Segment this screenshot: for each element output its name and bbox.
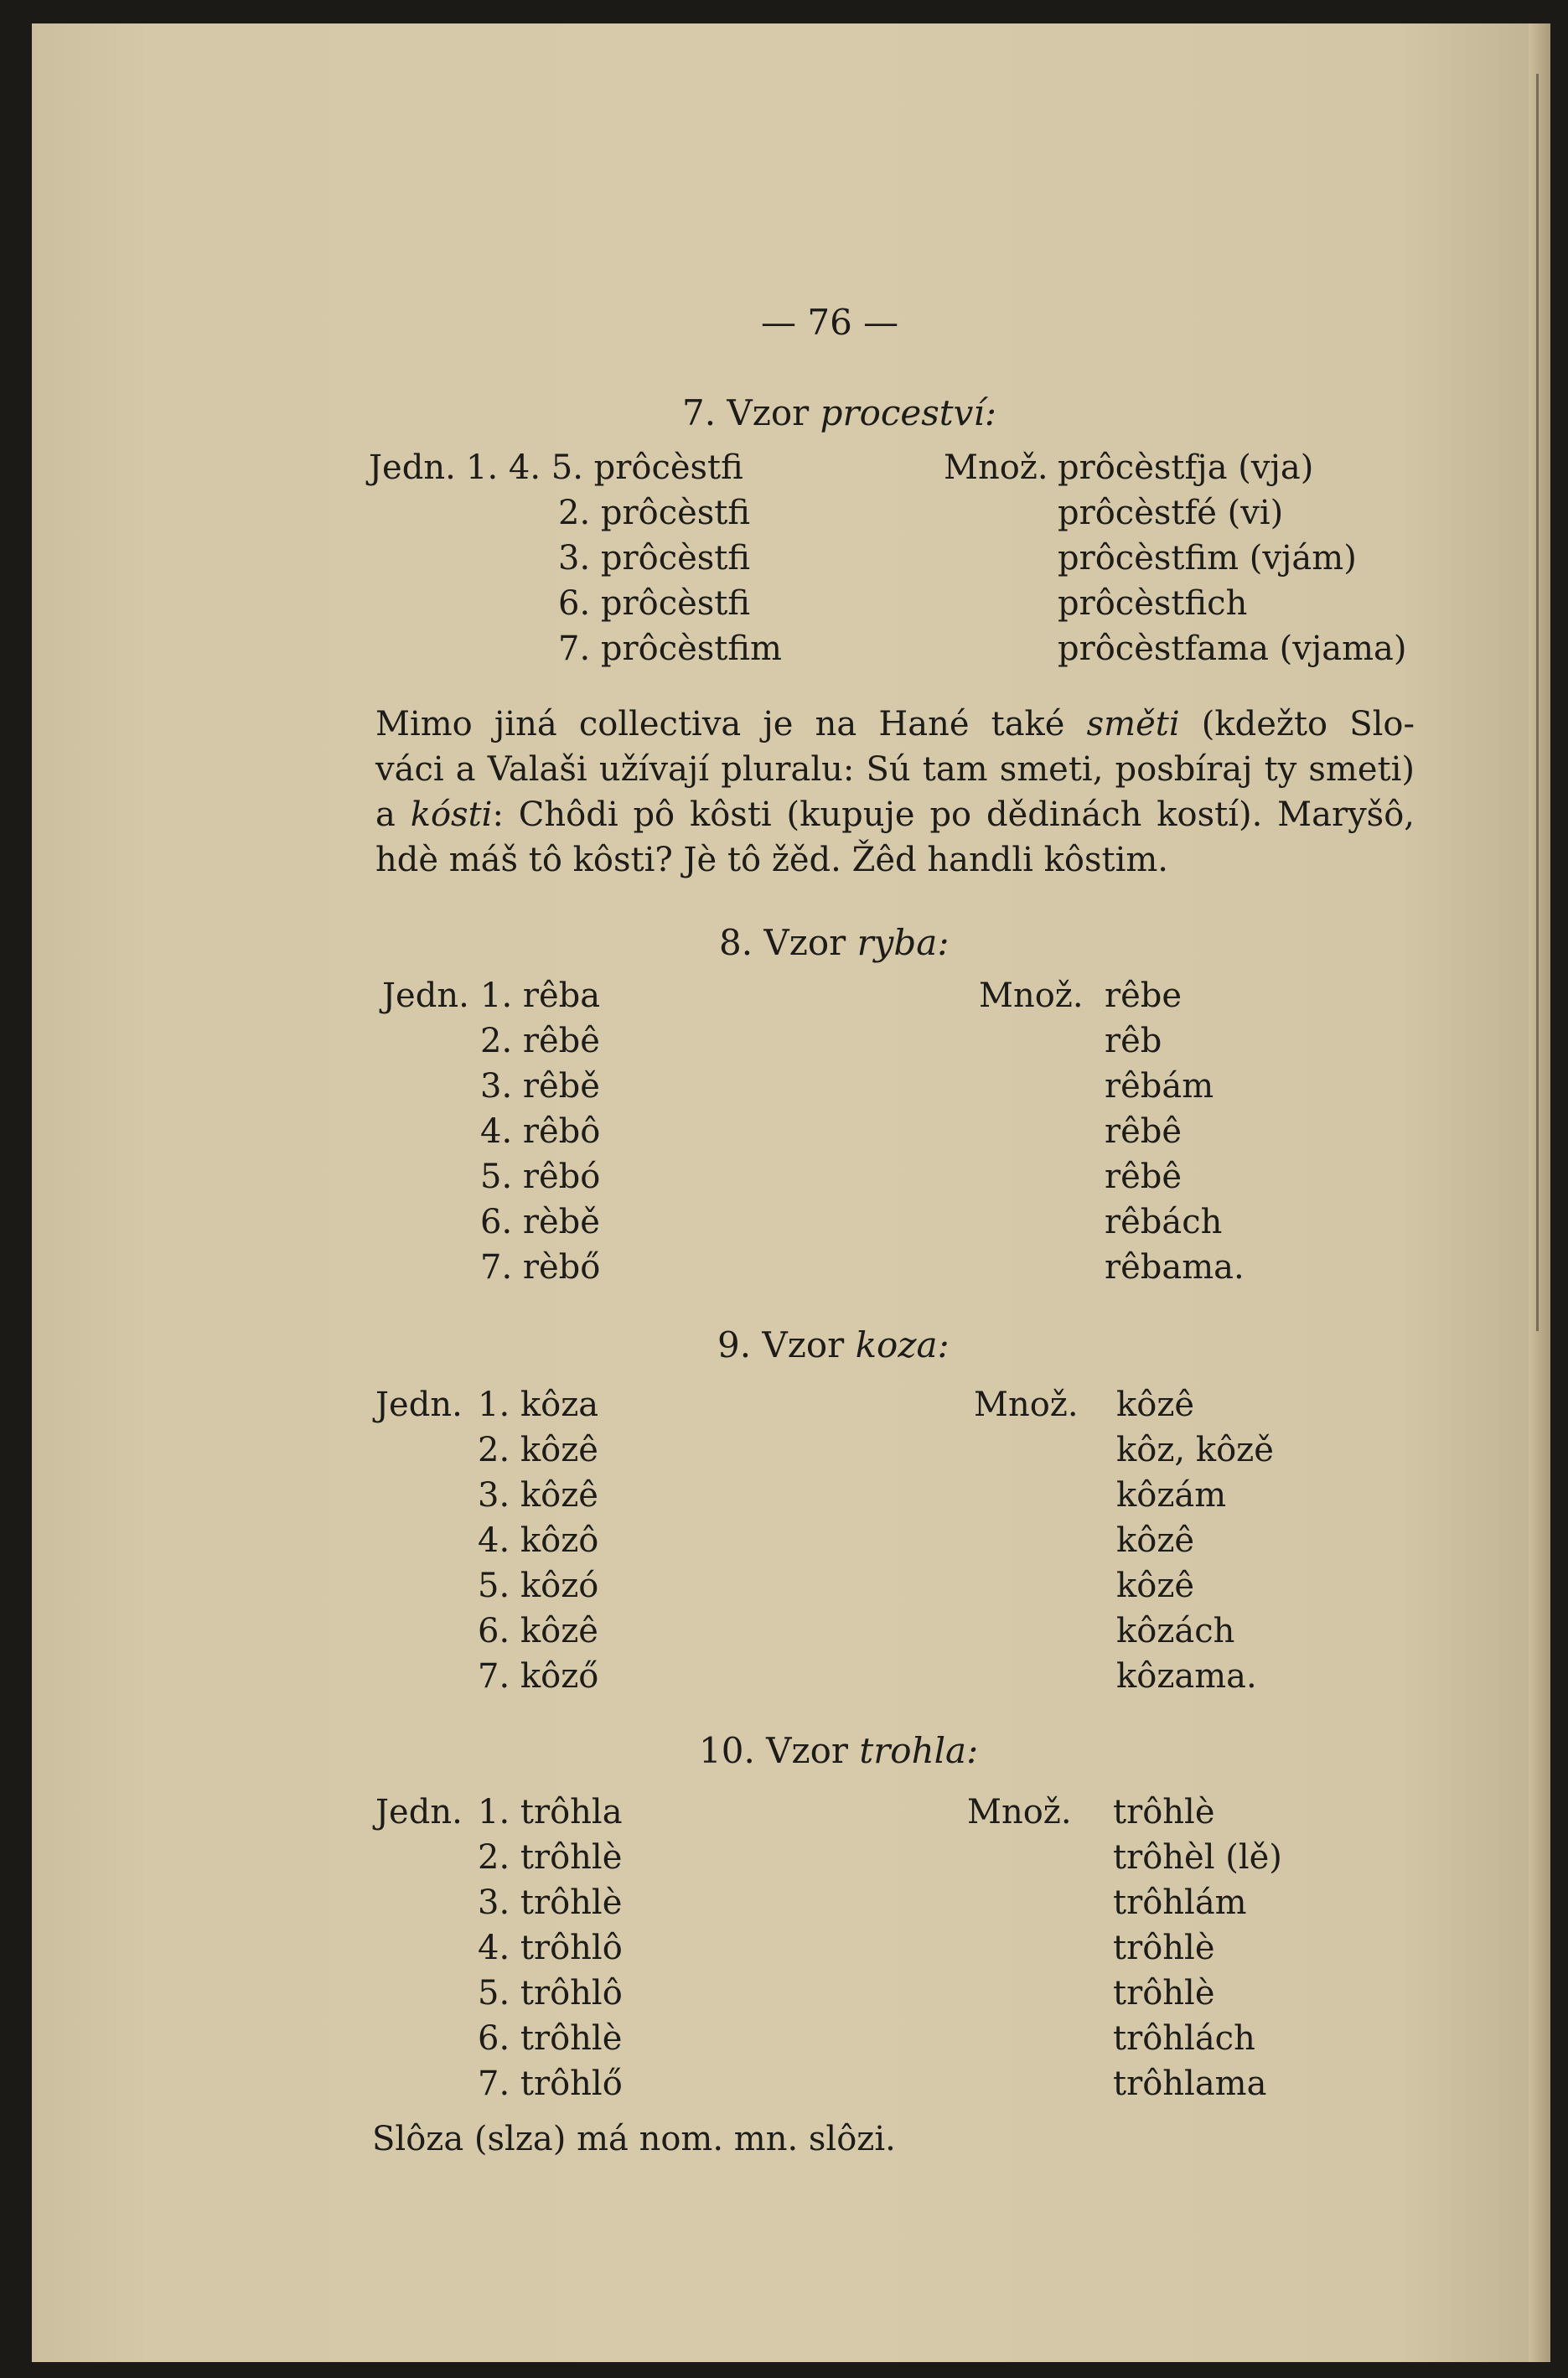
- section-10-pl-5: trôhlè: [1113, 1974, 1215, 2013]
- section-9-sg-2: 2. kôzê: [478, 1431, 598, 1469]
- section-10-plural-label: Množ.: [967, 1793, 1072, 1831]
- paragraph-line-1-b: (kdežto Slo-: [1201, 705, 1415, 743]
- paragraph-line-4-text: hdè máš tô kôsti? Jè tô žěd. Žêd handli kôstim.: [375, 841, 1169, 879]
- section-8-pl-4: rêbê: [1105, 1112, 1182, 1151]
- section-10-heading: [699, 1730, 979, 1771]
- section-8-pl-6: rêbách: [1105, 1203, 1223, 1241]
- section-8-pl-3: rêbám: [1105, 1067, 1214, 1106]
- section-7-sg-1: 1. 4. 5. prôcèstfi: [466, 448, 743, 487]
- section-10-heading-prefix: 10. Vzor: [699, 1730, 848, 1771]
- paragraph-line-1-a: Mimo jiná collectiva je na Hané také: [375, 705, 1065, 743]
- section-7-heading-word: proceství:: [820, 392, 996, 433]
- section-10-sg-6: 6. trôhlè: [478, 2019, 623, 2058]
- section-8-pl-1: rêbe: [1105, 977, 1182, 1015]
- section-10-sg-2: 2. trôhlè: [478, 1838, 623, 1877]
- paragraph-line-2-text: váci a Valaši užívají pluralu: Sú tam smeti, posbíraj ty smeti): [375, 750, 1415, 789]
- section-7-heading-prefix: 7. Vzor: [682, 392, 810, 433]
- section-7-sg-3: 3. prôcèstfi: [558, 539, 751, 578]
- paragraph-line-3: [375, 795, 1415, 834]
- section-9-heading-word: koza:: [855, 1324, 950, 1365]
- section-8-sg-3: 3. rêbě: [480, 1067, 600, 1106]
- section-9-sg-1: 1. kôza: [478, 1386, 599, 1424]
- section-9-plural-label: Množ.: [974, 1386, 1079, 1424]
- section-10-pl-4: trôhlè: [1113, 1929, 1215, 1967]
- section-10-pl-2: trôhèl (lě): [1113, 1838, 1282, 1877]
- paragraph-line-1: [375, 707, 1415, 741]
- section-8-sg-6: 6. rèbě: [480, 1203, 600, 1241]
- section-9-pl-6: kôzách: [1116, 1612, 1235, 1650]
- paragraph-line-2: [375, 750, 1415, 789]
- section-8-sg-2: 2. rêbê: [480, 1022, 600, 1060]
- section-8-sg-7: 7. rèbő: [480, 1248, 601, 1287]
- section-7-sg-4: 6. prôcèstfi: [558, 584, 751, 623]
- section-7-pl-4: prôcèstfich: [1058, 584, 1248, 623]
- paragraph-line-3-b: : Chôdi pô kôsti (kupuje po dědinách kostí). Maryšô,: [492, 795, 1415, 834]
- section-7-plural-label: Množ.: [944, 448, 1048, 487]
- section-9-pl-7: kôzama.: [1116, 1657, 1257, 1696]
- section-10-sg-7: 7. trôhlő: [478, 2065, 623, 2103]
- section-8-heading-prefix: 8. Vzor: [719, 922, 846, 963]
- page-edge: [1529, 23, 1550, 2362]
- section-9-pl-3: kôzám: [1116, 1476, 1227, 1515]
- paragraph-line-3-word: kósti: [410, 795, 493, 834]
- section-7-pl-2: prôcèstfé (vi): [1058, 494, 1284, 532]
- section-8-heading: [719, 922, 950, 963]
- section-9-pl-5: kôzê: [1116, 1567, 1195, 1605]
- section-9-sg-6: 6. kôzê: [478, 1612, 598, 1650]
- section-8-sg-5: 5. rêbó: [480, 1158, 601, 1196]
- book-page: [32, 23, 1550, 2362]
- section-8-pl-5: rêbê: [1105, 1158, 1182, 1196]
- section-10-sg-3: 3. trôhlè: [478, 1883, 623, 1922]
- section-10-pl-3: trôhlám: [1113, 1883, 1247, 1922]
- section-7-pl-5: prôcèstfama (vjama): [1058, 629, 1407, 668]
- section-9-heading: [717, 1324, 950, 1365]
- section-9-pl-1: kôzê: [1116, 1386, 1195, 1424]
- section-8-singular-label: Jedn.: [382, 977, 469, 1015]
- paragraph-line-1-word: směti: [1086, 705, 1180, 743]
- footer-note: Slôza (slza) má nom. mn. slôzi.: [372, 2120, 896, 2158]
- section-9-sg-7: 7. kôző: [478, 1657, 599, 1696]
- section-10-pl-6: trôhlách: [1113, 2019, 1255, 2058]
- section-9-pl-2: kôz, kôzě: [1116, 1431, 1274, 1469]
- page-number: — 76 —: [761, 302, 899, 343]
- section-8-pl-7: rêbama.: [1105, 1248, 1245, 1287]
- section-10-heading-word: trohla:: [859, 1730, 979, 1771]
- section-9-heading-prefix: 9. Vzor: [717, 1324, 845, 1365]
- section-7-sg-5: 7. prôcèstfim: [558, 629, 782, 668]
- section-8-sg-4: 4. rêbô: [480, 1112, 601, 1151]
- section-10-singular-label: Jedn.: [375, 1793, 463, 1831]
- section-9-sg-4: 4. kôzô: [478, 1521, 599, 1560]
- page-fold-line: [1536, 74, 1539, 1331]
- paragraph-line-4: [375, 843, 1415, 877]
- section-7-singular-label: Jedn.: [369, 448, 456, 487]
- section-8-sg-1: 1. rêba: [480, 977, 601, 1015]
- section-9-pl-4: kôzê: [1116, 1521, 1195, 1560]
- section-9-sg-3: 3. kôzê: [478, 1476, 598, 1515]
- section-7-pl-1: prôcèstfja (vja): [1058, 448, 1314, 487]
- section-9-sg-5: 5. kôzó: [478, 1567, 599, 1605]
- section-8-heading-word: ryba:: [856, 922, 950, 963]
- section-7-sg-2: 2. prôcèstfi: [558, 494, 751, 532]
- section-10-pl-7: trôhlama: [1113, 2065, 1267, 2103]
- section-7-heading: [682, 392, 996, 433]
- section-10-pl-1: trôhlè: [1113, 1793, 1215, 1831]
- section-8-plural-label: Množ.: [979, 977, 1084, 1015]
- section-9-singular-label: Jedn.: [375, 1386, 463, 1424]
- section-10-sg-1: 1. trôhla: [478, 1793, 623, 1831]
- section-10-sg-5: 5. trôhlô: [478, 1974, 623, 2013]
- paragraph-line-3-a: a: [375, 795, 396, 834]
- section-10-sg-4: 4. trôhlô: [478, 1929, 623, 1967]
- section-7-pl-3: prôcèstfim (vjám): [1058, 539, 1357, 578]
- section-8-pl-2: rêb: [1105, 1022, 1162, 1060]
